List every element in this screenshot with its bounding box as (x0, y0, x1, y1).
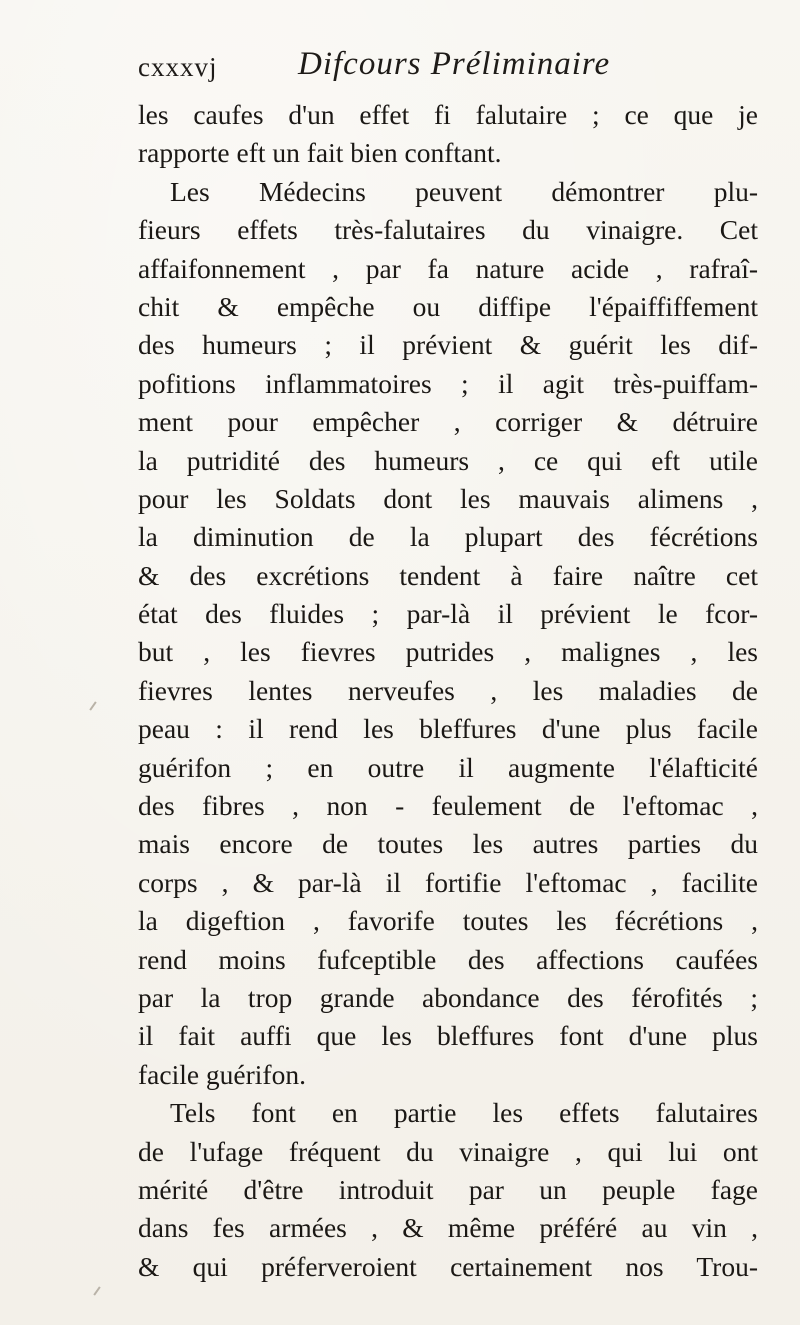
text-line: & des excrétions tendent à faire naître cet (138, 559, 758, 591)
text-line: par la trop grande abondance des férofités ; (138, 981, 758, 1013)
text-line: de l'ufage fréquent du vinaigre , qui lui ont (138, 1135, 758, 1167)
margin-mark (93, 1286, 100, 1295)
text-line: facile guérifon. (138, 1058, 306, 1090)
text-line: peau : il rend les bleffures d'une plus facile (138, 713, 758, 745)
text-line: état des fluides ; par-là il prévient le fcor- (138, 598, 758, 630)
text-line: mais encore de toutes les autres parties du (138, 828, 758, 860)
text-line: des humeurs ; il prévient & guérit les dif- (138, 329, 758, 361)
text-line: il fait auffi que les bleffures font d'une plus (138, 1020, 758, 1052)
page-number: cxxxvj (138, 52, 218, 82)
text-line: la diminution de la plupart des fécrétions (138, 521, 758, 553)
text-line: fievres lentes nerveufes , les maladies de (138, 674, 758, 706)
paragraph-start-line: Les Médecins peuvent démontrer plu- (170, 175, 758, 207)
text-line: la putridité des humeurs , ce qui eft utile (138, 444, 758, 476)
text-line: & qui préferveroient certainement nos Trou- (138, 1250, 758, 1282)
text-line: dans fes armées , & même préféré au vin , (138, 1212, 758, 1244)
body-text (138, 96, 758, 1286)
text-line: des fibres , non - feulement de l'eftomac , (138, 790, 758, 822)
text-line: pofitions inflammatoires ; il agit très-puiffam- (138, 367, 758, 399)
text-line: ment pour empêcher , corriger & détruire (138, 406, 758, 438)
text-line: pour les Soldats dont les mauvais alimens , (138, 482, 758, 514)
text-line: rapporte eft un fait bien conftant. (138, 137, 502, 169)
margin-mark (89, 701, 96, 710)
text-line: mérité d'être introduit par un peuple fage (138, 1173, 758, 1205)
text-line: affaifonnement , par fa nature acide , rafraî- (138, 252, 758, 284)
text-line: guérifon ; en outre il augmente l'élafticité (138, 751, 758, 783)
text-line: corps , & par-là il fortifie l'eftomac , facilite (138, 866, 758, 898)
text-line: but , les fievres putrides , malignes , les (138, 636, 758, 668)
text-line: chit & empêche ou diffipe l'épaiffiffement (138, 290, 758, 322)
text-line: fieurs effets très-falutaires du vinaigre. Cet (138, 214, 758, 246)
paragraph-start-line: Tels font en partie les effets falutaires (170, 1097, 758, 1129)
running-title: Difcours Préliminaire (298, 46, 611, 82)
text-line: rend moins fufceptible des affections caufées (138, 943, 758, 975)
page-header (138, 46, 698, 90)
text-line: les caufes d'un effet fi falutaire ; ce que je (138, 99, 758, 130)
text-line: la digeftion , favorife toutes les fécrétions , (138, 905, 758, 937)
